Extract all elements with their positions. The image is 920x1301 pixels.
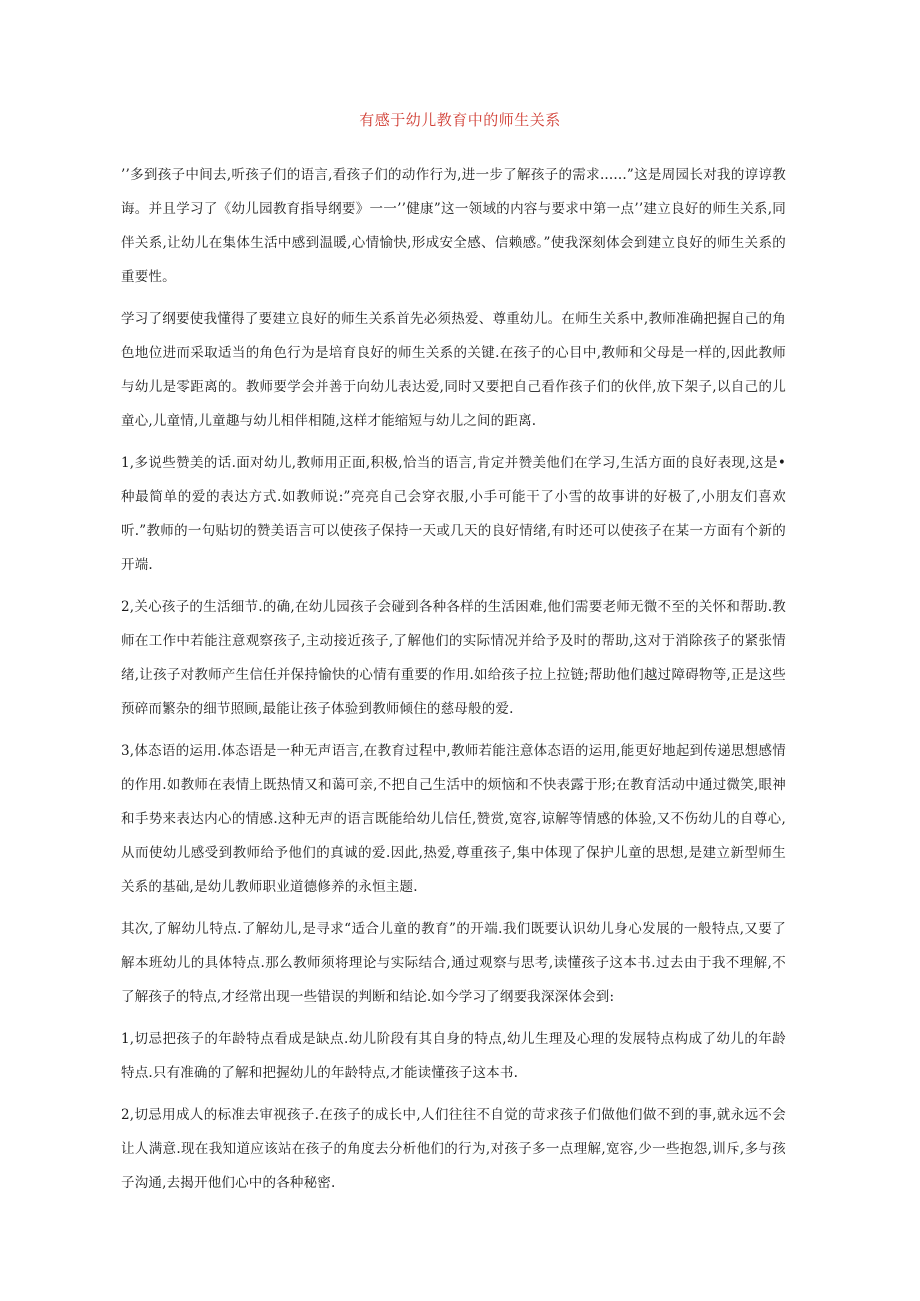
paragraph-point-1-praise: 1,多说些赞美的话.面对幼儿,教师用正面,积极,恰当的语言,肯定并赞美他们在学习,生活方面的良好表现,这是•种最简单的爱的表达方式.如教师说:”亮亮自己会穿衣服,小手可能干了小雪的故事讲的好极了,小朋友们喜欢听.”教师的一句贴切的赞美语言可以使孩子保持一天或几天的良好情绪,有时还可以使孩子在某一方面有个新的开端. <box>121 455 786 573</box>
paragraph-point-3-body-language: 3,体态语的运用.体态语是一种无声语言,在教育过程中,教师若能注意体态语的运用,能更好地起到传递思想感情的作用.如教师在表情上既热情又和蔼可亲,不把自己生活中的烦恼和不快表露于形;在教育活动中通过微笑,眼神和手势来表达内心的情感.这种无声的语言既能给幼儿信任,赞赏,宽容,谅解等情感的体验,又不伤幼儿的自尊心,从而使幼儿感受到教师给予他们的真诚的爱.因此,热爱,尊重孩子,集中体现了保护儿童的思想,是建立新型师生关系的基础,是幼儿教师职业道德修养的永恒主题. <box>121 743 786 895</box>
document-body <box>121 158 786 1208</box>
paragraph-sub-point-1: 1,切忌把孩子的年龄特点看成是缺点.幼儿阶段有其自身的特点,幼儿生理及心理的发展特点构成了幼儿的年龄特点.只有准确的了解和把握幼儿的年龄特点,才能读懂孩子这本书. <box>121 1031 786 1081</box>
paragraph-respect: 学习了纲要使我懂得了要建立良好的师生关系首先必须热爱、尊重幼儿。在师生关系中,教师准确把握自己的角色地位进而采取适当的角色行为是培育良好的师生关系的关键.在孩子的心目中,教师和父母是一样的,因此教师与幼儿是零距离的。教师要学会并善于向幼儿表达爱,同时又要把自己看作孩子们的伙伴,放下架子,以自己的儿童心,儿童情,儿童趣与幼儿相伴相随,这样才能缩短与幼儿之间的距离. <box>121 311 786 429</box>
paragraph-sub-point-2: 2,切忌用成人的标准去审视孩子.在孩子的成长中,人们往往不自觉的苛求孩子们做他们做不到的事,就永远不会让人满意.现在我知道应该站在孩子的角度去分析他们的行为,对孩子多一点理解,宽容,少一些抱怨,训斥,多与孩子沟通,去揭开他们心中的各种秘密. <box>121 1107 786 1191</box>
document-title: 有感于幼儿教育中的师生关系 <box>359 111 561 129</box>
paragraph-intro: ’’多到孩子中间去,听孩子们的语言,看孩子们的动作行为,进一步了解孩子的需求......”这是周园长对我的谆谆教诲。并且学习了《幼儿园教育指导纲要》一一’’健康”这一领域的内容与要求中第一点’’建立良好的师生关系,同伴关系,让幼儿在集体生活中感到温暖,心情愉快,形成安全感、信赖感。”使我深刻体会到建立良好的师生关系的重要性。 <box>121 167 786 285</box>
paragraph-understand-children: 其次,了解幼儿特点.了解幼儿,是寻求“适合儿童的教育”的开端.我们既要认识幼儿身心发展的一般特点,又要了解本班幼儿的具体特点.那么教师须将理论与实际结合,通过观察与思考,读懂孩子这本书.过去由于我不理解,不了解孩子的特点,才经常出现一些错误的判断和结论.如今学习了纲要我深深体会到: <box>121 921 786 1005</box>
paragraph-point-2-care: 2,关心孩子的生活细节.的确,在幼儿园孩子会碰到各种各样的生活困难,他们需要老师无微不至的关怀和帮助.教师在工作中若能注意观察孩子,主动接近孩子,了解他们的实际情况并给予及时的帮助,这对于消除孩子的紧张情绪,让孩子对教师产生信任并保持愉快的心情有重要的作用.如给孩子拉上拉链;帮助他们越过障碍物等,正是这些预碎而繁杂的细节照顾,最能让孩子体验到教师倾住的慈母般的爱. <box>121 599 786 717</box>
